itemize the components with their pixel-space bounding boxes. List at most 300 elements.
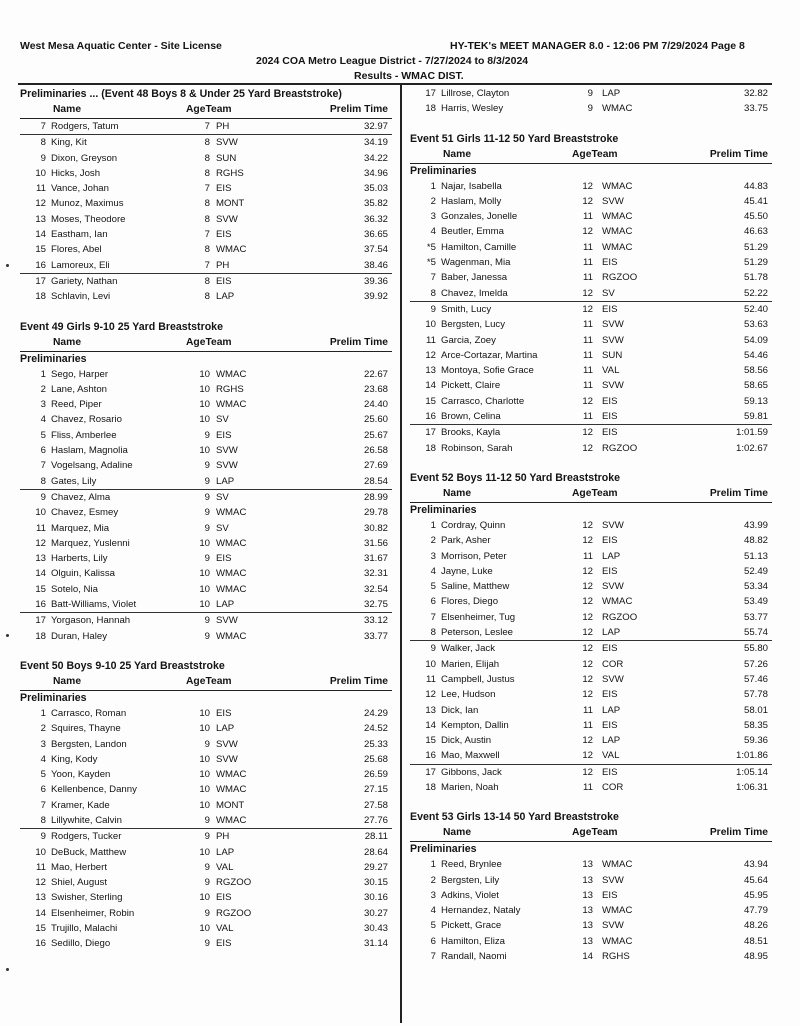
- place: 12: [425, 349, 436, 361]
- team: SV: [216, 414, 229, 426]
- swimmer-name: Schlavin, Levi: [51, 291, 111, 303]
- swimmer-name: Elsenheimer, Tug: [441, 611, 516, 623]
- result-row: [20, 597, 392, 612]
- place: 1: [430, 519, 436, 531]
- team: PH: [216, 259, 230, 271]
- prelim-time: 48.26: [743, 920, 768, 932]
- place: 17: [35, 615, 46, 627]
- swimmer-name: Adkins, Violet: [441, 889, 499, 901]
- age: 10: [199, 753, 210, 765]
- age: 11: [583, 257, 593, 269]
- team: SVW: [602, 673, 624, 685]
- swimmer-name: Trujillo, Malachi: [51, 923, 118, 935]
- team: EIS: [216, 229, 232, 241]
- team: SVW: [216, 753, 238, 765]
- age: 8: [204, 152, 210, 164]
- swimmer-name: Lamoreux, Eli: [51, 259, 110, 271]
- col-header-name: Name: [53, 336, 82, 348]
- team: RGHS: [216, 383, 244, 395]
- place: 4: [430, 905, 436, 917]
- column-headers: [20, 103, 392, 119]
- result-row: [410, 640, 772, 656]
- swimmer-name: Lillrose, Clayton: [441, 88, 510, 99]
- prelim-time: 26.58: [363, 445, 388, 457]
- result-row: [410, 101, 772, 116]
- result-row: [410, 518, 772, 533]
- result-row: [20, 890, 392, 905]
- age: 8: [204, 167, 210, 179]
- swimmer-name: Robinson, Sarah: [441, 442, 513, 454]
- place: 7: [430, 272, 436, 284]
- prelim-time: 52.49: [743, 565, 768, 577]
- place: 11: [36, 861, 46, 873]
- team: VAL: [216, 923, 234, 935]
- age: 10: [199, 923, 210, 935]
- place: 15: [35, 923, 46, 935]
- swimmer-name: DeBuck, Matthew: [51, 846, 127, 858]
- place: 5: [40, 429, 46, 441]
- event-title: Preliminaries ... (Event 48 Boys 8 & Under 25 Yard Breaststroke): [20, 88, 342, 100]
- prelim-time: 28.11: [364, 831, 388, 843]
- age: 9: [204, 460, 210, 472]
- result-row: [20, 845, 392, 860]
- prelim-time: 1:06.31: [735, 781, 768, 793]
- result-row: [20, 612, 392, 628]
- place: 12: [425, 689, 436, 701]
- place: 3: [430, 889, 436, 901]
- age: 12: [582, 565, 593, 577]
- age: 10: [199, 784, 210, 796]
- result-row: [20, 428, 392, 443]
- team: EIS: [602, 889, 618, 901]
- margin-mark: [6, 634, 9, 637]
- team: LAP: [602, 550, 621, 562]
- team: PH: [216, 121, 230, 132]
- place: 10: [425, 658, 436, 670]
- result-row: [410, 409, 772, 424]
- col-header-ageteam: AgeTeam: [186, 675, 232, 687]
- place: 13: [35, 553, 46, 565]
- prelim-time: 57.26: [743, 658, 768, 670]
- swimmer-name: Garcia, Zoey: [441, 334, 496, 346]
- swimmer-name: Fliss, Amberlee: [51, 429, 117, 441]
- meet-title: 2024 COA Metro League District - 7/27/2024 to 8/3/2024: [256, 55, 529, 67]
- team: RGZOO: [602, 442, 638, 454]
- age: 12: [582, 535, 593, 547]
- result-row: [410, 378, 772, 393]
- col-header-name: Name: [53, 675, 82, 687]
- place: 7: [430, 611, 436, 623]
- swimmer-name: Haslam, Magnolia: [51, 445, 128, 457]
- result-row: [20, 166, 392, 181]
- age: 9: [204, 553, 210, 565]
- result-row: [20, 629, 392, 644]
- column-divider: [400, 83, 402, 1023]
- team: SVW: [216, 460, 238, 472]
- age: 10: [199, 368, 210, 380]
- age: 12: [582, 180, 593, 192]
- result-row: [20, 782, 392, 797]
- result-row: [410, 533, 772, 548]
- team: LAP: [602, 88, 621, 99]
- team: EIS: [602, 565, 618, 577]
- team: PH: [216, 831, 230, 843]
- team: SVW: [216, 213, 238, 225]
- place: 1: [430, 859, 436, 871]
- result-row: [410, 949, 772, 964]
- place: 14: [425, 719, 436, 731]
- place: 17: [425, 766, 436, 778]
- place: 8: [40, 814, 46, 826]
- result-row: [20, 196, 392, 211]
- result-row: [20, 474, 392, 489]
- swimmer-name: Gates, Lily: [51, 475, 97, 487]
- event-gap: [410, 795, 772, 809]
- result-row: [20, 566, 392, 581]
- prelim-time: 53.77: [743, 611, 768, 623]
- preliminaries-label: Preliminaries: [20, 691, 87, 704]
- team: EIS: [602, 535, 618, 547]
- prelim-time: 24.52: [363, 723, 388, 735]
- place: 4: [430, 565, 436, 577]
- result-row: [20, 551, 392, 566]
- swimmer-name: Carrasco, Charlotte: [441, 395, 525, 407]
- result-row: [410, 348, 772, 363]
- team: EIS: [602, 303, 618, 315]
- col-header-ageteam: AgeTeam: [572, 827, 618, 839]
- place: 18: [425, 103, 436, 115]
- team: RGHS: [216, 167, 244, 179]
- result-row: [20, 721, 392, 736]
- place: 6: [40, 784, 46, 796]
- result-row: [410, 780, 772, 795]
- prelim-time: 31.14: [363, 938, 388, 950]
- age: 12: [582, 611, 593, 623]
- team: RGZOO: [602, 611, 638, 623]
- age: 10: [199, 414, 210, 426]
- result-row: [410, 657, 772, 672]
- team: EIS: [602, 411, 618, 423]
- prelim-time: 52.40: [743, 303, 768, 315]
- age: 12: [582, 735, 593, 747]
- result-row: [410, 194, 772, 209]
- prelim-time: 30.82: [363, 522, 388, 534]
- age: 12: [582, 596, 593, 608]
- age: 11: [583, 211, 593, 223]
- age: 12: [582, 395, 593, 407]
- age: 11: [583, 241, 593, 253]
- team: SUN: [216, 152, 237, 164]
- place: 4: [40, 753, 46, 765]
- age: 14: [582, 951, 593, 963]
- swimmer-name: Brooks, Kayla: [441, 427, 501, 439]
- result-row: [20, 242, 392, 257]
- prelim-time: 23.68: [363, 383, 388, 395]
- place: 3: [40, 399, 46, 411]
- place: 2: [40, 383, 46, 395]
- result-row: [410, 703, 772, 718]
- place: 12: [35, 198, 46, 210]
- place: 15: [35, 244, 46, 256]
- prelim-time: 58.01: [743, 704, 768, 716]
- swimmer-name: Flores, Abel: [51, 244, 102, 256]
- team: MONT: [216, 198, 245, 210]
- prelim-time: 59.13: [743, 395, 768, 407]
- result-row: [20, 828, 392, 844]
- place: 3: [40, 738, 46, 750]
- place: 4: [430, 226, 436, 238]
- place: 14: [35, 229, 46, 241]
- team: EIS: [602, 689, 618, 701]
- team: EIS: [216, 275, 232, 287]
- swimmer-name: Park, Asher: [441, 535, 491, 547]
- swimmer-name: Squires, Thayne: [51, 723, 121, 735]
- result-row: [20, 382, 392, 397]
- team: RGZOO: [602, 272, 638, 284]
- swimmer-name: Bergsten, Lily: [441, 874, 500, 886]
- prelim-time: 59.36: [743, 735, 768, 747]
- age: 9: [204, 522, 210, 534]
- result-row: [410, 903, 772, 918]
- team: SVW: [602, 195, 624, 207]
- swimmer-name: Hicks, Josh: [51, 167, 101, 179]
- swimmer-name: Kellenbence, Danny: [51, 784, 137, 796]
- result-row: [20, 752, 392, 767]
- result-row: [410, 179, 772, 194]
- place: 17: [425, 88, 436, 99]
- team: SV: [216, 491, 229, 503]
- result-row: [410, 301, 772, 317]
- team: WMAC: [216, 399, 247, 411]
- event-gap: [410, 456, 772, 470]
- team: LAP: [602, 627, 621, 639]
- result-row: [20, 798, 392, 813]
- team: EIS: [216, 429, 232, 441]
- team: WMAC: [602, 226, 633, 238]
- result-row: [410, 672, 772, 687]
- team: EIS: [602, 643, 618, 655]
- left-column: [20, 86, 392, 952]
- age: 9: [204, 938, 210, 950]
- team: SVW: [216, 137, 238, 149]
- team: SVW: [602, 380, 624, 392]
- swimmer-name: Mao, Maxwell: [441, 750, 500, 762]
- age: 13: [582, 859, 593, 871]
- age: 11: [583, 349, 593, 361]
- result-row: [410, 394, 772, 409]
- result-row: [20, 813, 392, 828]
- age: 9: [204, 877, 210, 889]
- result-row: [20, 737, 392, 752]
- event-title: Event 49 Girls 9-10 25 Yard Breaststroke: [20, 320, 223, 333]
- place: 17: [425, 427, 436, 439]
- prelim-time: 33.12: [363, 615, 388, 627]
- result-row: [20, 258, 392, 273]
- age: 10: [199, 583, 210, 595]
- prelim-time: 51.29: [743, 257, 768, 269]
- col-header-time: Prelim Time: [709, 827, 768, 839]
- place: 5: [430, 920, 436, 932]
- prelim-time: 59.81: [743, 411, 768, 423]
- age: 12: [582, 689, 593, 701]
- team: VAL: [216, 861, 234, 873]
- swimmer-name: Yoon, Kayden: [51, 769, 111, 781]
- result-row: [410, 424, 772, 440]
- swimmer-name: Olguin, Kalissa: [51, 568, 115, 580]
- place: 4: [40, 414, 46, 426]
- place: 8: [430, 287, 436, 299]
- column-headers: [20, 675, 392, 691]
- column-headers: [20, 336, 392, 352]
- place: 18: [35, 630, 46, 642]
- age: 8: [204, 291, 210, 303]
- result-row: [20, 875, 392, 890]
- place: 7: [40, 799, 46, 811]
- age: 12: [582, 427, 593, 439]
- prelim-time: 32.54: [363, 583, 388, 595]
- prelim-time: 34.19: [363, 137, 388, 149]
- age: 10: [199, 399, 210, 411]
- age: 12: [582, 287, 593, 299]
- age: 11: [583, 704, 593, 716]
- prelim-time: 45.95: [743, 889, 768, 901]
- col-header-name: Name: [53, 104, 82, 115]
- prelim-time: 51.78: [743, 272, 768, 284]
- place: 7: [40, 460, 46, 472]
- col-header-name: Name: [443, 487, 472, 499]
- swimmer-name: Gibbons, Jack: [441, 766, 502, 778]
- prelim-time: 52.22: [743, 287, 768, 299]
- prelim-time: 37.54: [363, 244, 388, 256]
- col-header-time: Prelim Time: [709, 148, 768, 160]
- place: 14: [425, 380, 436, 392]
- age: 7: [204, 121, 210, 132]
- team: WMAC: [216, 507, 247, 519]
- swimmer-name: Reed, Piper: [51, 399, 102, 411]
- swimmer-name: Saline, Matthew: [441, 581, 510, 593]
- result-row: [410, 224, 772, 239]
- age: 9: [204, 507, 210, 519]
- swimmer-name: Swisher, Sterling: [51, 892, 123, 904]
- place: 12: [35, 537, 46, 549]
- team: LAP: [216, 475, 235, 487]
- margin-mark: [6, 968, 9, 971]
- place: 8: [430, 627, 436, 639]
- swimmer-name: Chavez, Imelda: [441, 287, 508, 299]
- column-headers: [410, 487, 772, 503]
- prelim-time: 22.67: [363, 368, 388, 380]
- place: 2: [430, 195, 436, 207]
- team: MONT: [216, 799, 245, 811]
- place: 5: [430, 581, 436, 593]
- result-row: [20, 489, 392, 505]
- team: SVW: [602, 920, 624, 932]
- team: WMAC: [216, 583, 247, 595]
- team: WMAC: [602, 905, 633, 917]
- prelim-time: 36.32: [363, 213, 388, 225]
- place: *5: [426, 241, 436, 253]
- prelim-time: 48.82: [743, 535, 768, 547]
- age: 10: [199, 723, 210, 735]
- team: WMAC: [216, 769, 247, 781]
- result-row: [410, 240, 772, 255]
- age: 10: [199, 846, 210, 858]
- result-row: [410, 441, 772, 456]
- preliminaries-label: Preliminaries: [410, 843, 477, 856]
- team: LAP: [602, 735, 621, 747]
- place: 10: [35, 167, 46, 179]
- swimmer-name: Dick, Ian: [441, 704, 479, 716]
- team: RGZOO: [216, 907, 252, 919]
- team: EIS: [216, 553, 232, 565]
- place: 5: [40, 769, 46, 781]
- result-row: [410, 918, 772, 933]
- swimmer-name: Flores, Diego: [441, 596, 499, 608]
- prelim-time: 24.29: [363, 707, 388, 719]
- age: 12: [582, 627, 593, 639]
- result-row: [20, 582, 392, 597]
- swimmer-name: Arce-Cortazar, Martina: [441, 349, 538, 361]
- prelim-time: 58.65: [743, 380, 768, 392]
- col-header-ageteam: AgeTeam: [572, 487, 618, 499]
- place: 10: [35, 846, 46, 858]
- prelim-time: 1:02.67: [735, 442, 768, 454]
- team: LAP: [216, 599, 235, 611]
- col-header-time: Prelim Time: [329, 336, 388, 348]
- swimmer-name: Carrasco, Roman: [51, 707, 127, 719]
- result-row: [410, 888, 772, 903]
- team: WMAC: [602, 180, 633, 192]
- result-row: [20, 767, 392, 782]
- event-title: Event 50 Boys 9-10 25 Yard Breaststroke: [20, 659, 225, 672]
- age: 10: [199, 892, 210, 904]
- prelim-time: 35.03: [363, 183, 388, 195]
- age: 9: [587, 103, 593, 115]
- team: SVW: [602, 581, 624, 593]
- prelim-time: 27.58: [363, 799, 388, 811]
- swimmer-name: Sotelo, Nia: [51, 583, 98, 595]
- team: SUN: [602, 349, 623, 361]
- team: WMAC: [602, 596, 633, 608]
- swimmer-name: King, Kody: [51, 753, 98, 765]
- age: 9: [204, 429, 210, 441]
- team: WMAC: [216, 814, 247, 826]
- result-row: [20, 151, 392, 166]
- age: 10: [199, 707, 210, 719]
- header-rule: [18, 83, 772, 85]
- age: 10: [199, 537, 210, 549]
- age: 12: [582, 581, 593, 593]
- result-row: [410, 610, 772, 625]
- place: 11: [426, 673, 436, 685]
- place: 6: [430, 935, 436, 947]
- swimmer-name: Lee, Hudson: [441, 689, 496, 701]
- swimmer-name: Dick, Austin: [441, 735, 492, 747]
- result-row: [20, 181, 392, 196]
- team: WMAC: [216, 244, 247, 256]
- result-row: [20, 936, 392, 951]
- swimmer-name: Sego, Harper: [51, 368, 109, 380]
- swimmer-name: Duran, Haley: [51, 630, 107, 642]
- age: 12: [582, 195, 593, 207]
- prelim-time: 51.13: [743, 550, 768, 562]
- swimmer-name: Marien, Elijah: [441, 658, 500, 670]
- prelim-time: 55.80: [743, 643, 768, 655]
- swimmer-name: Pickett, Claire: [441, 380, 501, 392]
- swimmer-name: Jayne, Luke: [441, 565, 493, 577]
- swimmer-name: Peterson, Leslee: [441, 627, 513, 639]
- prelim-time: 53.63: [743, 319, 768, 331]
